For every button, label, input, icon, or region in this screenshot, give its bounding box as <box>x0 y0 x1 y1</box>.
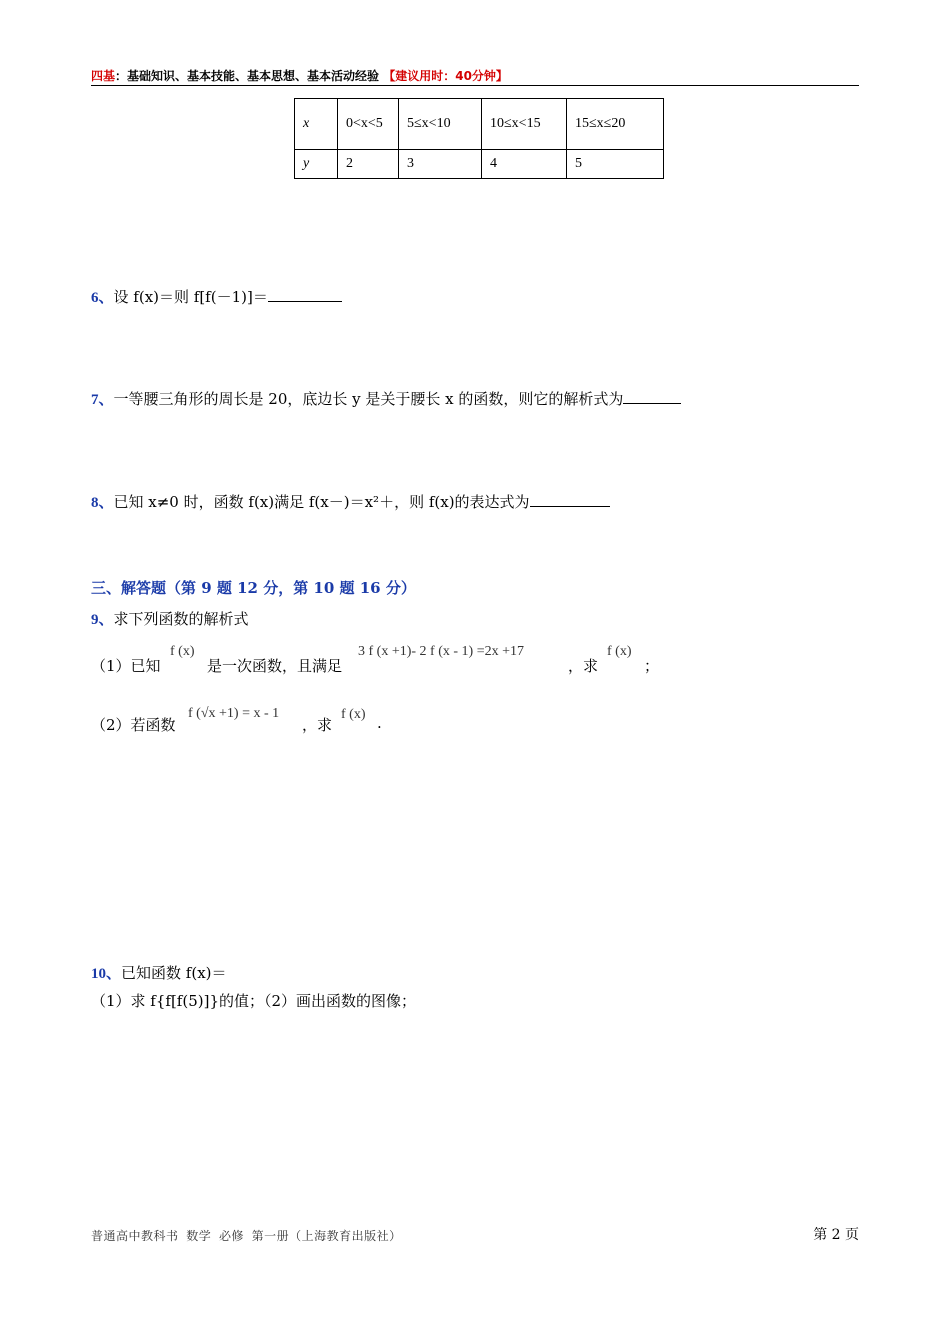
math-fx: f (x) <box>170 644 195 659</box>
section-title: 三、解答题（第 9 题 12 分，第 10 题 16 分） <box>91 579 416 597</box>
table-cell: 2 <box>338 150 399 179</box>
table-cell: 0<x<5 <box>338 99 399 150</box>
header-rule <box>91 85 859 86</box>
question-text: 一等腰三角形的周长是 20，底边长 y 是关于腰长 x 的函数，则它的解析式为 <box>113 390 624 408</box>
table-cell: 3 <box>399 150 482 179</box>
question-number: 10 <box>91 966 106 982</box>
question-text: 设 f(x)＝则 f[f(－1)]＝ <box>113 288 268 306</box>
answer-blank[interactable] <box>268 287 342 302</box>
header-prefix: 四基 <box>91 69 116 83</box>
question-9-part-2 <box>91 714 176 735</box>
question-sep: 、 <box>106 966 122 982</box>
part-label: （1）已知 <box>91 657 161 675</box>
answer-blank[interactable] <box>530 492 610 507</box>
page-number: 第 2 页 <box>813 1227 859 1243</box>
header-time-note: 【建议用时：40分钟】 <box>383 69 508 83</box>
math-fx: f (x) <box>341 707 366 722</box>
table-cell: 15≤x≤20 <box>567 99 664 150</box>
table-row-y <box>295 150 664 179</box>
table-row-x <box>295 99 664 150</box>
math-fx: f (x) <box>607 644 632 659</box>
question-6 <box>91 286 342 307</box>
question-10-parts: （1）求 f{f[f(5)]}的值；（2）画出函数的图像； <box>91 992 417 1010</box>
xy-table <box>294 98 664 179</box>
table-cell: x <box>295 99 338 150</box>
question-sep: 、 <box>98 392 114 408</box>
question-9 <box>91 608 249 629</box>
question-9-part-1 <box>91 655 161 676</box>
answer-blank[interactable] <box>623 389 681 404</box>
question-text: 已知函数 f(x)＝ <box>121 964 227 982</box>
table-cell: 10≤x<15 <box>482 99 567 150</box>
part-text: ，求 <box>302 716 333 734</box>
part-text: 是一次函数，且满足 <box>207 657 343 675</box>
table-cell: 5≤x<10 <box>399 99 482 150</box>
part-end: ； <box>644 657 660 675</box>
question-sep: 、 <box>98 290 114 306</box>
part-text: ，求 <box>568 657 599 675</box>
table-cell: y <box>295 150 338 179</box>
question-text: 求下列函数的解析式 <box>113 610 249 628</box>
question-10 <box>91 962 227 983</box>
table-cell: 4 <box>482 150 567 179</box>
question-sep: 、 <box>98 612 114 628</box>
header-text: ：基础知识、基本技能、基本思想、基本活动经验 <box>115 69 380 83</box>
question-number: 9 <box>91 612 99 628</box>
page-header <box>91 67 508 84</box>
question-7 <box>91 388 681 409</box>
footer-text: 普通高中教科书 数学 必修 第一册（上海教育出版社） <box>91 1229 402 1243</box>
part-end: . <box>377 714 382 732</box>
question-number: 7 <box>91 392 99 408</box>
question-text: 已知 x≠0 时，函数 f(x)满足 f(x－)＝x²＋，则 f(x)的表达式为 <box>113 493 530 511</box>
question-number: 6 <box>91 290 99 306</box>
table-cell: 5 <box>567 150 664 179</box>
question-number: 8 <box>91 495 99 511</box>
part-label: （2）若函数 <box>91 716 176 734</box>
math-equation: 3 f (x +1)- 2 f (x - 1) =2x +17 <box>358 644 524 659</box>
math-equation: f (√x +1) = x - 1 <box>188 706 280 721</box>
question-sep: 、 <box>98 495 114 511</box>
question-8 <box>91 491 610 512</box>
